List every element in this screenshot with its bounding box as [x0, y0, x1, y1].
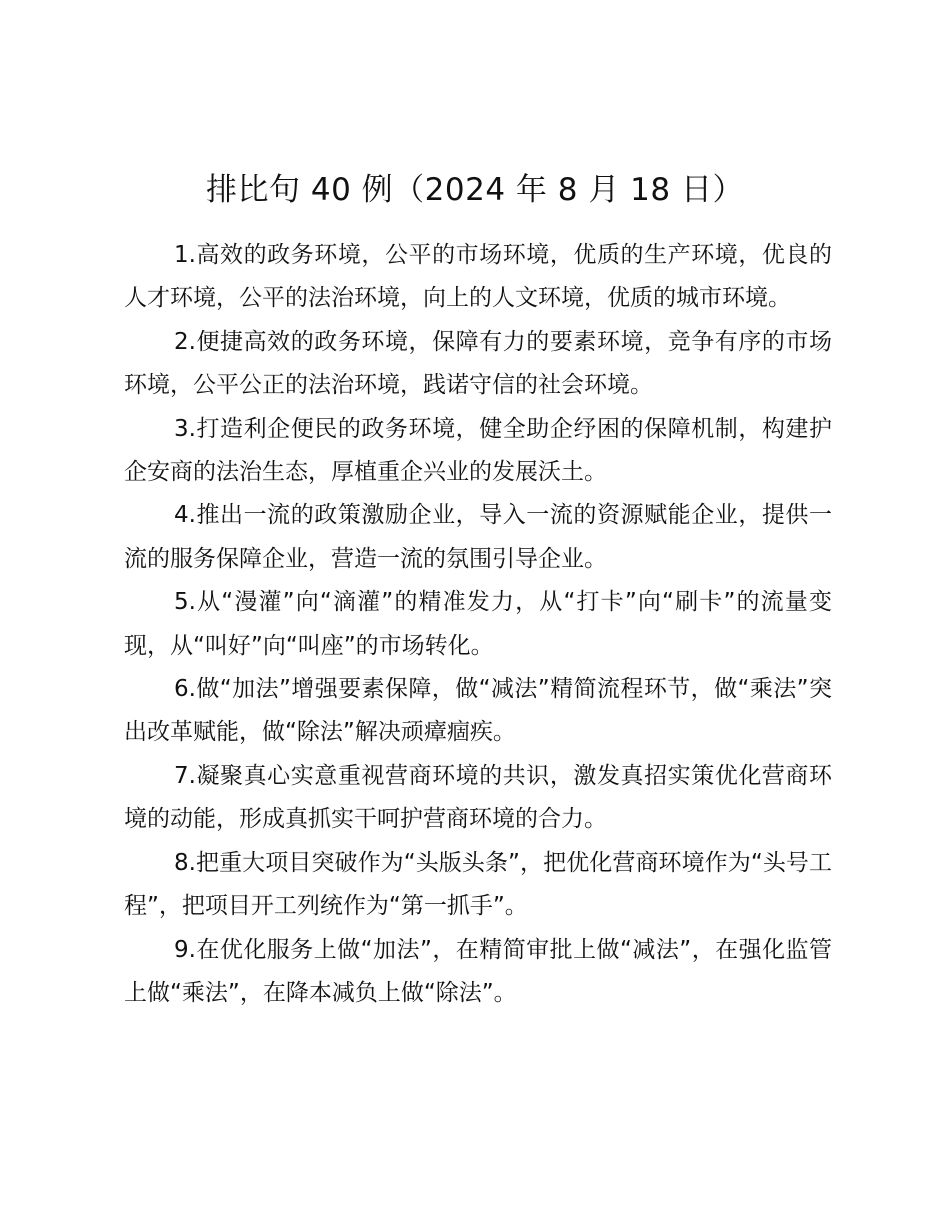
document-body	[124, 234, 832, 1015]
paragraph-7: 7.凝聚真心实意重视营商环境的共识，激发真招实策优化营商环境的动能，形成真抓实干呵护营商环境的合力。	[124, 762, 832, 833]
paragraph-9: 9.在优化服务上做“加法”，在精简审批上做“减法”，在强化监管上做“乘法”，在降本减负上做“除法”。	[124, 936, 832, 1006]
paragraph-6: 6.做“加法”增强要素保障，做“减法”精简流程环节，做“乘法”突出改革赋能，做“除法”解决顽瘴痼疾。	[124, 676, 832, 746]
paragraph-1: 1.高效的政务环境，公平的市场环境，优质的生产环境，优良的人才环境，公平的法治环境，向上的人文环境，优质的城市环境。	[124, 242, 832, 312]
paragraph-8: 8.把重大项目突破作为“头版头条”，把优化营商环境作为“头号工程”，把项目开工列统作为“第一抓手”。	[124, 849, 832, 920]
paragraph-2: 2.便捷高效的政务环境，保障有力的要素环境，竞争有序的市场环境，公平公正的法治环境，践诺守信的社会环境。	[124, 328, 832, 399]
paragraph-5: 5.从“漫灌”向“滴灌”的精准发力，从“打卡”向“刷卡”的流量变现，从“叫好”向“叫座”的市场转化。	[124, 589, 832, 659]
document-title: 排比句 40 例（2024 年 8 月 18 日）	[206, 172, 744, 208]
paragraph-3: 3.打造利企便民的政务环境，健全助企纾困的保障机制，构建护企安商的法治生态，厚植重企兴业的发展沃土。	[124, 415, 832, 486]
paragraph-4: 4.推出一流的政策激励企业，导入一流的资源赋能企业，提供一流的服务保障企业，营造一流的氛围引导企业。	[124, 502, 832, 572]
